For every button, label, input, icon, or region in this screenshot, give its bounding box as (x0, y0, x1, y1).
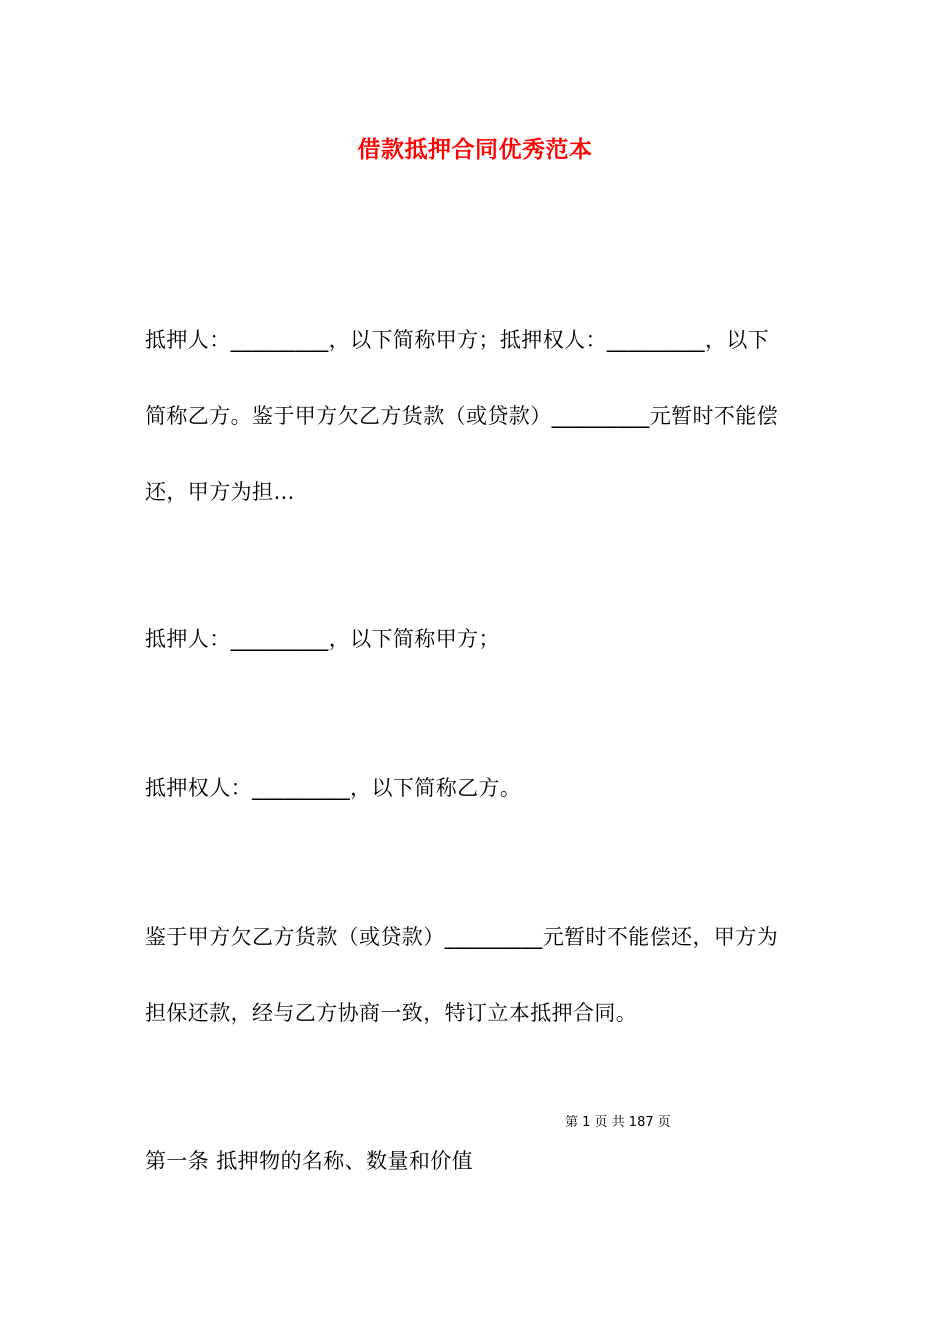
intro-line: 抵押人：_________，以下简称甲方；抵押权人：_________，以下 (145, 328, 770, 352)
page-number-footer: 第 1 页 共 187 页 (565, 1115, 671, 1130)
intro-line: 简称乙方。鉴于甲方欠乙方货款（或贷款）_________元暂时不能偿 (145, 404, 779, 428)
mortgagee-paragraph (145, 770, 810, 846)
recital-line: 担保还款，经与乙方协商一致，特订立本抵押合同。 (145, 1001, 638, 1025)
recital-paragraph (145, 919, 810, 1071)
intro-paragraph (145, 322, 810, 550)
document-title: 借款抵押合同优秀范本 (357, 137, 593, 163)
mortgagor-paragraph (145, 621, 810, 697)
intro-line: 还，甲方为担… (145, 480, 295, 504)
mortgagor-line: 抵押人：_________，以下简称甲方； (145, 627, 500, 651)
section-heading: 第一条 抵押物的名称、数量和价值 (145, 1149, 474, 1173)
mortgagee-line: 抵押权人：_________，以下简称乙方。 (145, 776, 522, 800)
recital-line: 鉴于甲方欠乙方货款（或贷款）_________元暂时不能偿还，甲方为 (145, 925, 779, 949)
